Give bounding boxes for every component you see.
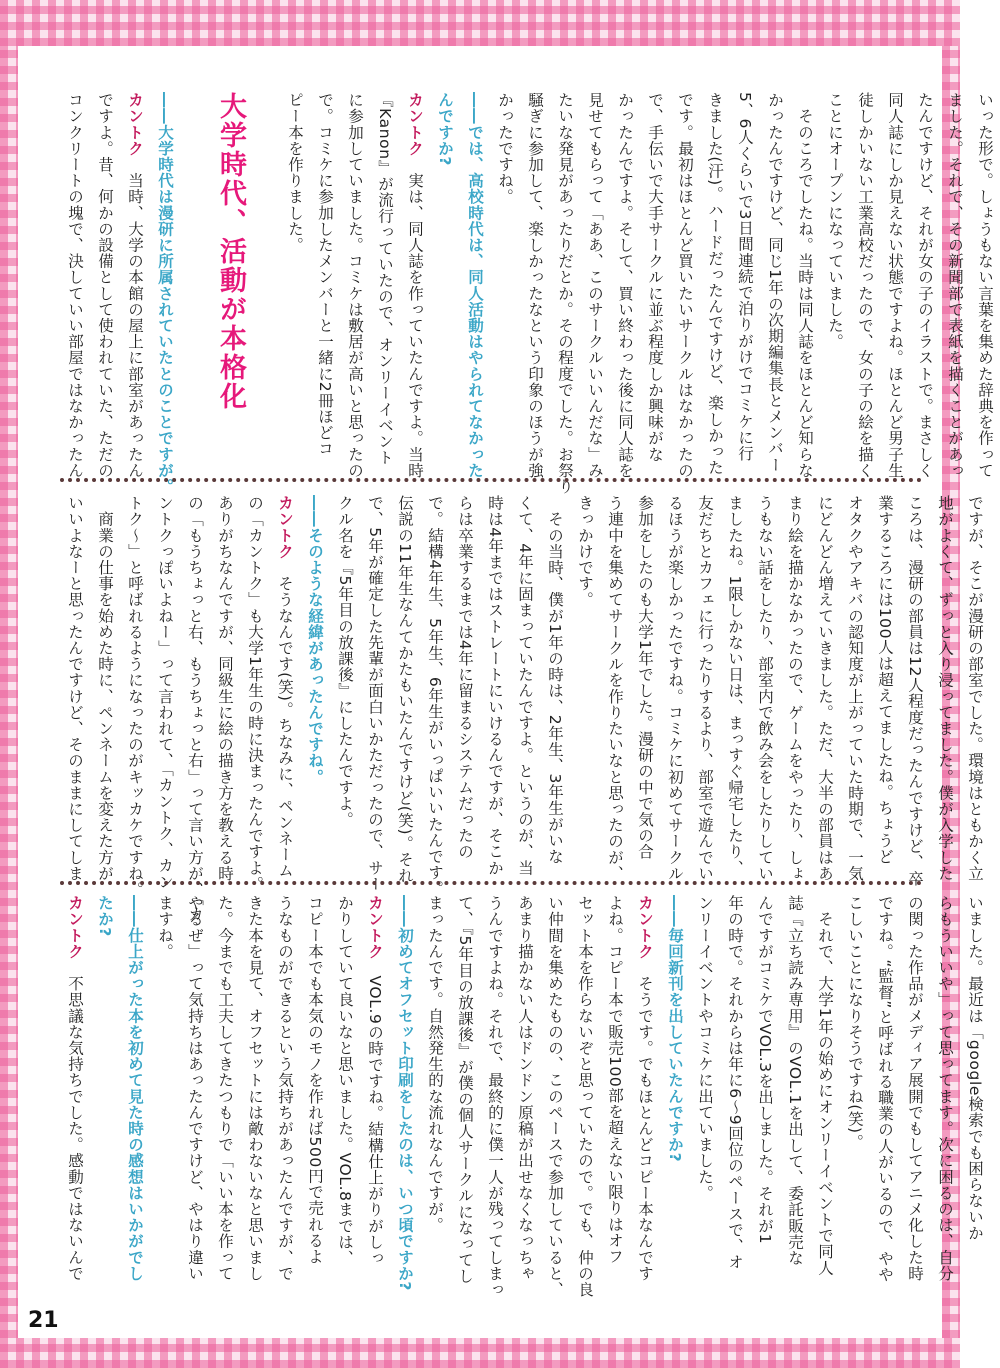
body-text-line: の「もうちょっと右、もうちょっと右」って言い方が、「カ bbox=[186, 495, 204, 922]
body-text-line: て、『5年目の放課後』が僕の個人サークルになってし bbox=[456, 895, 474, 1285]
speaker-name: カントク bbox=[126, 92, 144, 157]
body-text-line: 参加をしたのも大学1年でした。漫研の中で気の合 bbox=[636, 495, 654, 860]
body-text-line: 同人誌にしか見えない状態ですよね。ほとんど男子生 bbox=[886, 92, 904, 479]
gingham-border-left bbox=[0, 46, 18, 1338]
section-heading: 大学時代、活動が本格化 bbox=[215, 92, 246, 411]
body-text-line: たんですけど、それが女の子のイラストで。まさしく bbox=[916, 92, 934, 479]
body-text-line: コピー本でも本気のモノを作れば500円で売れるよ bbox=[306, 895, 324, 1265]
body-text-line: 『Kanon』が流行っていたので、オンリーイベント bbox=[376, 92, 394, 466]
body-text-line: 5、6人くらいで3日間連続で泊りがけでコミケに行 bbox=[736, 92, 754, 462]
text-section-top bbox=[60, 92, 994, 495]
body-text-line: ですね。“監督”と呼ばれる職業の人がいるので、やや bbox=[876, 895, 894, 1283]
body-text-line: うもない話をしたり、部室内で飲み会をしたりしてい bbox=[756, 495, 774, 882]
body-text-line: で、手伝いで大手サークルに並ぶ程度しか興味がな bbox=[646, 92, 664, 463]
body-text-line: こしいことになりそうですね(笑)。 bbox=[846, 895, 864, 1150]
body-text-line: よね。コピー本で販売100部を超えない限りはオフ bbox=[606, 895, 624, 1265]
body-text-line: ころは、漫研の部員は12人程度だったんですけど、卒 bbox=[906, 495, 924, 887]
interview-question: ――そのような経緯があったんですね。 bbox=[306, 495, 324, 785]
body-text-line: ますね。 bbox=[156, 895, 174, 960]
interview-question: んですか? bbox=[436, 92, 454, 166]
body-text-line: きっかけです。 bbox=[576, 495, 594, 608]
body-text-line: です。最初はほとんど買いたいサークルはなかったの bbox=[676, 92, 694, 479]
body-text-line: ましたね。1限しかない日は、まっすぐ帰宅したり、 bbox=[726, 495, 744, 876]
interview-question: ――大学時代は漫研に所属されていたとのことですが。 bbox=[156, 92, 174, 495]
interview-question: たか? bbox=[96, 895, 114, 937]
body-text-line: ことにオープンになっていました。 bbox=[826, 92, 844, 350]
body-text-line: かったですね。 bbox=[496, 92, 514, 205]
body-text-line: 見せてもらって「ああ、このサークルいいんだな」み bbox=[586, 92, 604, 479]
body-text-line: 地がよくて、ずっと入り浸ってました。僕が入学した bbox=[936, 495, 954, 882]
body-text-line: 時は4年まではストレートにいけるんですが、そこか bbox=[486, 495, 504, 876]
body-text-line: たいな発見があったりだとか。その程度でした。お祭り bbox=[556, 92, 574, 495]
body-text-line: ですよ。昔、何かの設備として使われていた、ただの bbox=[96, 92, 114, 479]
dotted-divider bbox=[60, 881, 922, 885]
gingham-border-top bbox=[0, 0, 960, 46]
body-text-line: くて、4年に固まっていたんですよ。というのが、当 bbox=[516, 495, 534, 876]
body-text-line: た。今までも工夫してきたつもりで「いい本を作って bbox=[216, 895, 234, 1282]
body-text-line: あまり描かない人はドンドン原稿が出せなくなっちゃ bbox=[516, 895, 534, 1282]
body-text-line: かったんですけど、同じ1年の次期編集長とメンバー bbox=[766, 92, 784, 473]
body-text-line: で。結構4年生、5年生、6年生がいっぱいいたんです。 bbox=[426, 495, 444, 897]
body-text-line: の関った作品がメディア展開でもしてアニメ化した時 bbox=[906, 895, 924, 1282]
body-text-line: きました(汗)。ハードだったんですけど、楽しかった bbox=[706, 92, 724, 476]
body-text-line: オタクやアキバの認知度が上がっていた時期で、一気 bbox=[846, 495, 864, 882]
text-section-bottom bbox=[60, 895, 984, 1298]
speaker-name: カントク bbox=[636, 895, 654, 960]
body-text-line: うんですよね。それで、最終的に僕一人が残ってしまっ bbox=[486, 895, 504, 1298]
body-text-line: に参加していました。コミケは敷居が高いと思ったの bbox=[346, 92, 364, 479]
speaker-answer-line: カントク 実は、同人誌を作っていたんですよ。当時 bbox=[406, 92, 424, 479]
body-text-line: いいよなーと思ったんですけど、そのままにしてしま bbox=[66, 495, 84, 882]
interview-question: ――仕上がった本を初めて見た時の感想はいかがでし bbox=[126, 895, 144, 1282]
interview-question: ――では、高校時代は、同人活動はやられてなかった bbox=[466, 92, 484, 479]
body-text-line: らもういいや」って思ってます。次に困るのは、自分 bbox=[936, 895, 954, 1282]
speaker-answer-line: カントク そうなんです(笑)。ちなみに、ペンネーム bbox=[276, 495, 294, 879]
body-text-line bbox=[250, 92, 280, 467]
body-text-line: の「カントク」も大学1年生の時に決まったんですよ。 bbox=[246, 495, 264, 892]
body-text-line: ました。それで、その新聞部で表紙を描くことがあっ bbox=[946, 92, 964, 479]
body-text-line: いった形で。しょうもない言葉を集めた辞典を作って bbox=[976, 92, 994, 479]
body-text-line: コンクリートの塊で、決していい部屋ではなかったん bbox=[66, 92, 84, 479]
body-text-line: トク～」と呼ばれるようになったのがキッカケですね。 bbox=[126, 495, 144, 898]
body-text-line: 友だちとカフェに行ったりするより、部室で遊んでい bbox=[696, 495, 714, 882]
interview-question: ――毎回新刊を出していたんですか? bbox=[666, 895, 684, 1163]
vertical-text-column bbox=[60, 895, 990, 1298]
body-text-line: ピー本を作りました。 bbox=[286, 92, 304, 253]
speaker-answer-line: カントク VOL.9の時ですね。結構仕上がりがしっ bbox=[366, 895, 384, 1266]
speaker-answer-line: カントク そうです。でもほとんどコピー本なんです bbox=[636, 895, 654, 1282]
body-text-line: 騒ぎに参加して、楽しかったなという印象のほうが強 bbox=[526, 92, 544, 479]
body-text-line: 年の時で。それからは年に6～9回位のペースで、オ bbox=[726, 895, 744, 1271]
body-text-line: 誌『立ち読み専用』のVOL.1を出して、委託販売な bbox=[786, 895, 804, 1266]
interview-question: ――初めてオフセット印刷をしたのは、いつ頃ですか? bbox=[396, 895, 414, 1291]
speaker-name: カントク bbox=[66, 895, 84, 960]
body-text-line: その当時、僕が1年の時は、2年生、3年生がいな bbox=[546, 495, 564, 865]
body-text-line: 伝説の11年生なんてかたもいたんですけど(笑)。それ bbox=[396, 495, 414, 884]
body-text-line: い仲間を集めたものの、このペースで参加していると、 bbox=[546, 895, 564, 1298]
body-text-line: かりしていて良いなと思いました。VOL.8までは、 bbox=[336, 895, 354, 1266]
body-text-line: 徒しかいない工業高校だったので、女の子の絵を描く bbox=[856, 92, 874, 479]
body-text-line bbox=[180, 92, 210, 467]
body-text-line: るほうが楽しかったですね。コミケに初めてサークル bbox=[666, 495, 684, 882]
body-text-line: まったんです。自然発生的な流れなんですが。 bbox=[426, 895, 444, 1234]
page-number: 21 bbox=[28, 1308, 59, 1333]
body-text-line: 業するころには100人は超えてましたね。ちょうど bbox=[876, 495, 894, 865]
body-text-line: で。コミケに参加したメンバーと一緒に2冊ほどコ bbox=[316, 92, 334, 457]
body-text-line: う連中を集めてサークルを作りたいなと思ったのが、 bbox=[606, 495, 624, 882]
speaker-answer-line: カントク 当時、大学の本館の屋上に部室があったん bbox=[126, 92, 144, 479]
speaker-answer-line: カントク 不思議な気持ちでした。感動ではないんで bbox=[66, 895, 84, 1282]
speaker-name: カントク bbox=[276, 495, 294, 560]
body-text-line: ありがちなんですが、同級生に絵の描き方を教える時 bbox=[216, 495, 234, 882]
speaker-name: カントク bbox=[406, 92, 424, 157]
body-text-line: クル名を『5年目の放課後』にしたんですよ。 bbox=[336, 495, 354, 828]
body-text-line: ントクっぽいよねー」って言われて、「カントク、カン bbox=[156, 495, 174, 890]
body-text-line: やるぜ」って気持ちはあったんですけど、やはり違い bbox=[186, 895, 204, 1282]
dotted-divider bbox=[60, 478, 922, 482]
body-text-line: ンリーイベントやコミケに出ていました。 bbox=[696, 895, 714, 1201]
body-text-line: セット本を作らないぞと思っていたので。でも、仲の良 bbox=[576, 895, 594, 1298]
body-text-line: いました。最近は「google検索でも困らないか bbox=[966, 895, 984, 1241]
vertical-text-column bbox=[60, 92, 1000, 495]
body-text-line: ですが、そこが漫研の部室でした。環境はともかく立 bbox=[966, 495, 984, 882]
speaker-name: カントク bbox=[366, 895, 384, 960]
body-text-line: で、5年が確定した先輩が面白いかただったので、サー bbox=[366, 495, 384, 892]
body-text-line: らは卒業するまでは4年に留まるシステムだったの bbox=[456, 495, 474, 860]
body-text-line: にどんどん増えていきました。ただ、大半の部員はあ bbox=[816, 495, 834, 882]
body-text-line: 商業の仕事を始めた時に、ペンネームを変えた方が bbox=[96, 495, 114, 882]
body-text-line: それで、大学1年の始めにオンリーイベントで同人 bbox=[816, 895, 834, 1276]
gingham-border-bottom bbox=[0, 1338, 960, 1368]
body-text-line: うなものができるという気持ちがあったんですが、で bbox=[276, 895, 294, 1282]
body-text-line: そのころでしたね。当時は同人誌をほとんど知らな bbox=[796, 92, 814, 479]
body-text-line: かったんですよ。そして、買い終わった後に同人誌を bbox=[616, 92, 634, 479]
body-text-line: まり絵を描かなかったので、ゲームをやったり、しょ bbox=[786, 495, 804, 882]
body-text-line: んですがコミケでVOL.3を出しました。それが1 bbox=[756, 895, 774, 1245]
body-text-line: きた本を見て、オフセットには敵わないなと思いまし bbox=[246, 895, 264, 1282]
